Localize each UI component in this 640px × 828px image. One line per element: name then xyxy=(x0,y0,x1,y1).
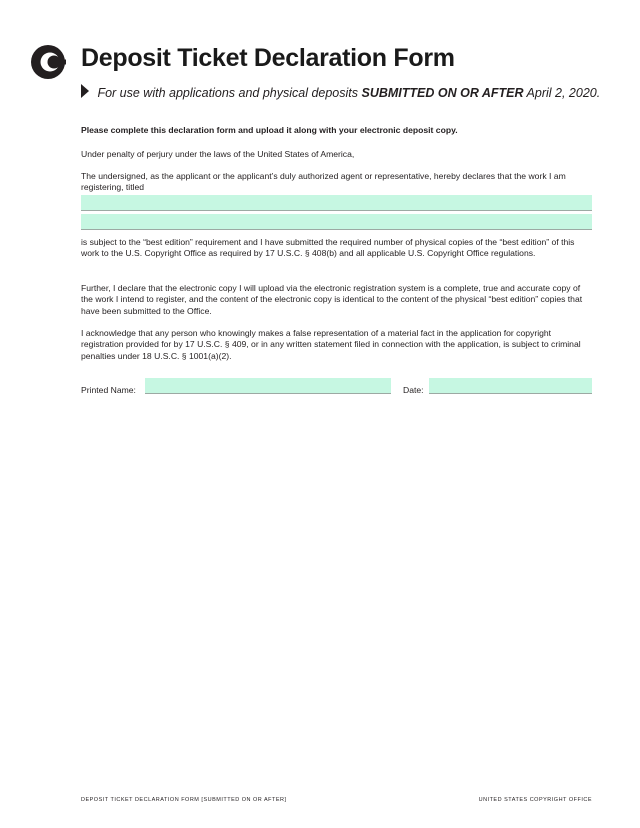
printed-name-label: Printed Name: xyxy=(81,385,136,395)
copyright-office-logo-icon xyxy=(30,44,66,80)
work-title-field-line-1[interactable] xyxy=(81,195,592,211)
instruction-text: Please complete this declaration form and upload it along with your electronic deposit copy. xyxy=(81,125,458,135)
page-title: Deposit Ticket Declaration Form xyxy=(81,44,455,72)
declaration-paragraph: The undersigned, as the applicant or the applicant’s duly authorized agent or representative, hereby declares that the work I am registering, titled xyxy=(81,171,566,193)
electronic-copy-paragraph: Further, I declare that the electronic copy I will upload via the electronic registration system is a complete, true and accurate copy of the work I intend to register, and the content of the electronic copy is identical to the content of the physical “best edition” copies that have been submitted to the Office. xyxy=(81,283,583,316)
penalty-paragraph: I acknowledge that any person who knowingly makes a false representation of a material fact in the application for copyright registration provided for by 17 U.S.C. § 409, or in any written statement filed in connection with the application, is subject to criminal penalties under 18 U.S.C. § 1001(a)(2). xyxy=(81,328,581,361)
footer-office-name: UNITED STATES COPYRIGHT OFFICE xyxy=(478,797,592,803)
perjury-statement: Under penalty of perjury under the laws of the United States of America, xyxy=(81,149,355,159)
subtitle-text: For use with applications and physical deposits SUBMITTED ON OR AFTER April 2, 2020. xyxy=(97,86,601,100)
printed-name-field[interactable] xyxy=(145,378,391,394)
date-field[interactable] xyxy=(429,378,592,394)
subtitle xyxy=(81,84,600,100)
triangle-right-icon xyxy=(81,84,89,98)
work-title-field-line-2[interactable] xyxy=(81,214,592,230)
footer-form-name: DEPOSIT TICKET DECLARATION FORM [SUBMITTED ON OR AFTER] xyxy=(81,797,287,803)
best-edition-paragraph: is subject to the “best edition” requirement and I have submitted the required number of physical copies of the “best edition” of this work to the U.S. Copyright Office as required by 17 U.S.C. § 408(b) and all applicable U.S. Copyright Office regulations. xyxy=(81,237,575,259)
date-label: Date: xyxy=(403,385,424,395)
